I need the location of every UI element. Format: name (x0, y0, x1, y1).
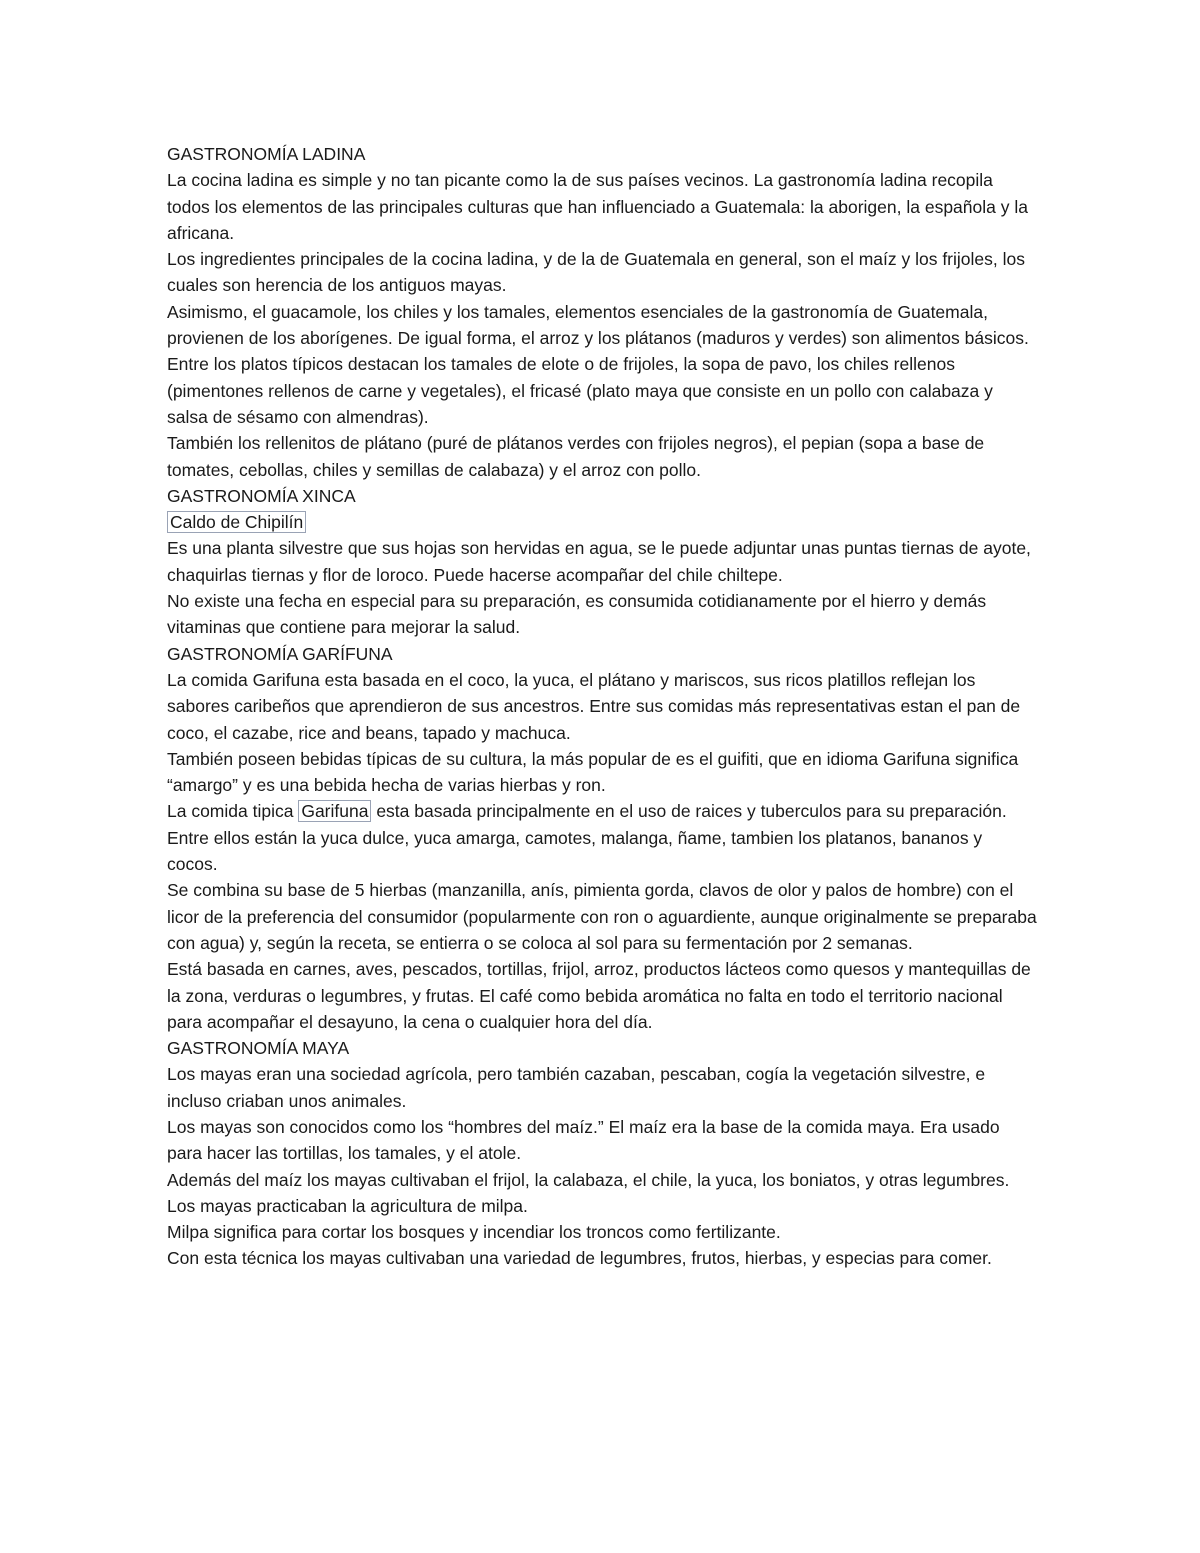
paragraph: Está basada en carnes, aves, pescados, tortillas, frijol, arroz, productos lácteos como quesos y mantequillas de la zona, verduras o legumbres, y frutas. El café como bebida aromática no falta en todo el territorio nacional para acompañar el desayuno, la cena o cualquier hora del día. (167, 959, 1031, 1032)
paragraph: Además del maíz los mayas cultivaban el frijol, la calabaza, el chile, la yuca, los boniatos, y otras legumbres. (167, 1169, 1010, 1190)
paragraph: La comida Garifuna esta basada en el coco, la yuca, el plátano y mariscos, sus ricos platillos reflejan los sabores caribeños que aprendieron de sus ancestros. Entre sus comidas más representativas estan el pan de coco, el cazabe, rice and beans, tapado y machuca. (167, 669, 1021, 743)
paragraph: Los mayas practicaban la agricultura de milpa. (167, 1195, 528, 1216)
paragraph: Entre los platos típicos destacan los tamales de elote o de frijoles, la sopa de pavo, los chiles rellenos (pimentones rellenos de carne y vegetales), el fricasé (plato maya que consiste en un pollo con calabaza y salsa de sésamo con almendras). (167, 354, 993, 427)
section-heading-xinca: GASTRONOMÍA XINCA (167, 485, 356, 506)
paragraph: Con esta técnica los mayas cultivaban una variedad de legumbres, frutos, hierbas, y especias para comer. (167, 1248, 992, 1269)
subheading-caldo-de-chipilin: Caldo de Chipilín (167, 511, 306, 533)
text-run: La comida tipica (167, 801, 299, 822)
paragraph: No existe una fecha en especial para su preparación, es consumida cotidianamente por el hierro y demás vitaminas que contiene para mejorar la salud. (167, 591, 987, 638)
subheading-line (167, 509, 1037, 535)
section-heading-maya: GASTRONOMÍA MAYA (167, 1038, 350, 1059)
text-run: esta basada principalmente en el uso de raices y tuberculos para su preparación. Entre ellos están la yuca dulce, yuca amarga, camotes, malanga, ñame, tambien los platanos, bananos y cocos. (167, 801, 1007, 875)
section-heading-ladina: GASTRONOMÍA LADINA (167, 144, 366, 164)
document-page (167, 141, 1037, 1272)
paragraph: También poseen bebidas típicas de su cultura, la más popular de es el guifiti, que en idioma Garifuna significa “amargo” y es una bebida hecha de varias hierbas y ron. (167, 748, 1019, 796)
paragraph: Los mayas son conocidos como los “hombres del maíz.” El maíz era la base de la comida maya. Era usado para hacer las tortillas, los tamales, y el atole. (167, 1116, 1000, 1164)
paragraph: También los rellenitos de plátano (puré de plátanos verdes con frijoles negros), el pepian (sopa a base de tomates, cebollas, chiles y semillas de calabaza) y el arroz con pollo. (167, 433, 985, 480)
paragraph: Los ingredientes principales de la cocina ladina, y de la de Guatemala en general, son el maíz y los frijoles, los cuales son herencia de los antiguos mayas. (167, 249, 1025, 296)
paragraph (167, 798, 1037, 877)
section-heading-garifuna: GASTRONOMÍA GARÍFUNA (167, 643, 393, 664)
paragraph: Es una planta silvestre que sus hojas son hervidas en agua, se le puede adjuntar unas puntas tiernas de ayote, chaquirlas tiernas y flor de loroco. Puede hacerse acompañar del chile chiltepe. (167, 538, 1031, 585)
paragraph: Milpa significa para cortar los bosques y incendiar los troncos como fertilizante. (167, 1222, 781, 1243)
paragraph: La cocina ladina es simple y no tan picante como la de sus países vecinos. La gastronomía ladina recopila todos los elementos de las principales culturas que han influenciado a Guatemala: la aborigen, la española y la africana. (167, 170, 1028, 243)
paragraph: Asimismo, el guacamole, los chiles y los tamales, elementos esenciales de la gastronomía de Guatemala, provienen de los aborígenes. De igual forma, el arroz y los plátanos (maduros y verdes) son alimentos básicos. (167, 301, 1029, 349)
highlighted-word-garifuna: Garifuna (298, 800, 371, 822)
paragraph: Los mayas eran una sociedad agrícola, pero también cazaban, pescaban, cogía la vegetación silvestre, e incluso criaban unos animales. (167, 1064, 986, 1111)
paragraph: Se combina su base de 5 hierbas (manzanilla, anís, pimienta gorda, clavos de olor y palos de hombre) con el licor de la preferencia del consumidor (popularmente con ron o aguardiente, aunque originalmente se preparaba con agua) y, según la receta, se entierra o se coloca al sol para su fermentación por 2 semanas. (167, 880, 1037, 953)
